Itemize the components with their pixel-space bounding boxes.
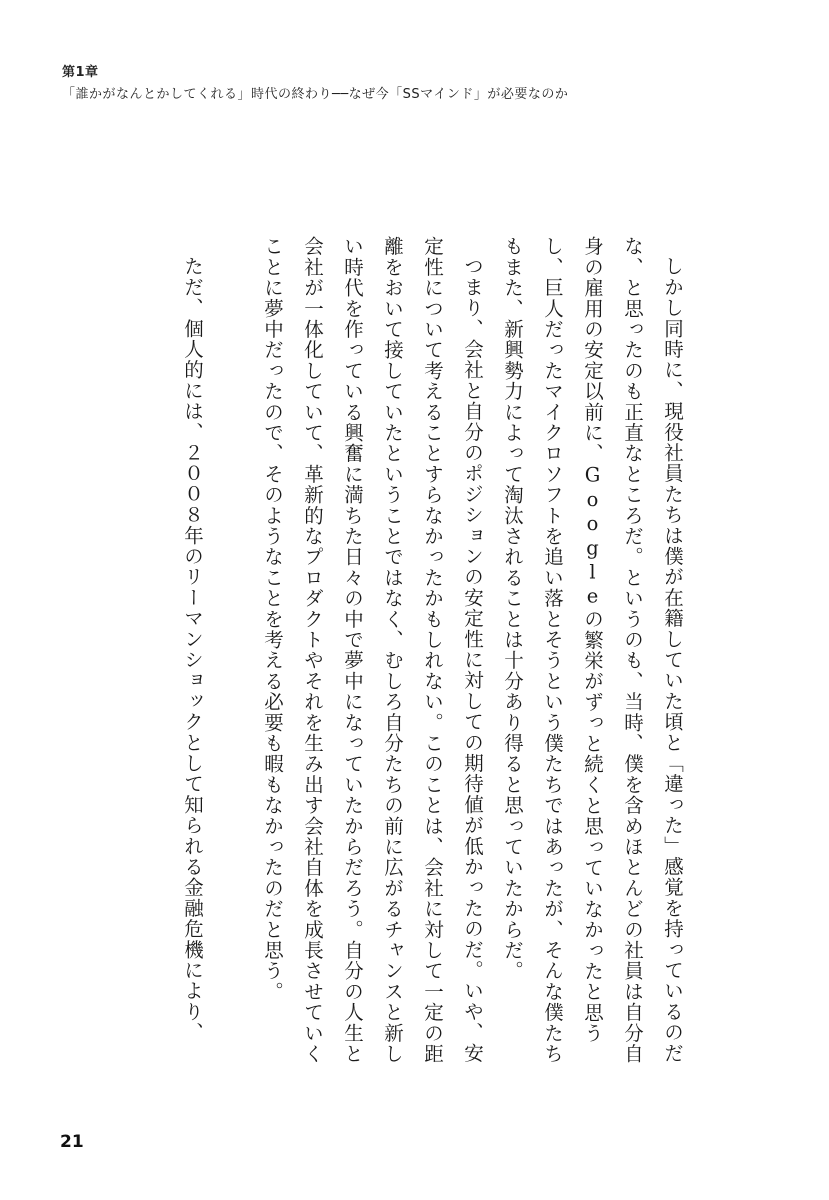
paragraph-2: つまり、会社と自分のポジションの安定性に対しての期待値が低かったのだ。いや、安定性について考えることすらなかったかもしれない。このことは、会社に対して一定の距離をおいて接していたということではなく、むしろ自分たちの前に広がるチャンスと新しい時代を作っている興奮に満ちた日々の中で夢中になっていたからだろう。自分の人生と会社が一体化していて、革新的なプロダクトやそれを生み出す会社自体を成長させていくことに夢中だったので、そのようなことを考える必要も暇もなかったのだと思う。 (261, 236, 484, 1064)
paragraph-1: しかし同時に、現役社員たちは僕が在籍していた頃と「違った」感覚を持っているのだな、と思ったのも正直なところだ。というのも、当時、僕を含めほとんどの社員は自分自身の雇用の安定以前に、Googleの繁栄がずっと続くと思っていなかったと思うし、巨人だったマイクロソフトを追い落とそうという僕たちではあったが、そんな僕たちもまた、新興勢力によって淘汰されることは十分あり得ると思っていたからだ。 (501, 236, 684, 1064)
page-number: 21 (60, 1132, 84, 1152)
chapter-subtitle: 「誰かがなんとかしてくれる」時代の終わり──なぜ今「SSマインド」が必要なのか (62, 87, 569, 102)
body-text (112, 236, 692, 1076)
running-head (62, 62, 762, 106)
chapter-label: 第1章 (62, 65, 99, 80)
paragraph-3: ただ、個人的には、２００８年のリーマンショックとして知られる金融危機により、 (181, 255, 204, 1043)
